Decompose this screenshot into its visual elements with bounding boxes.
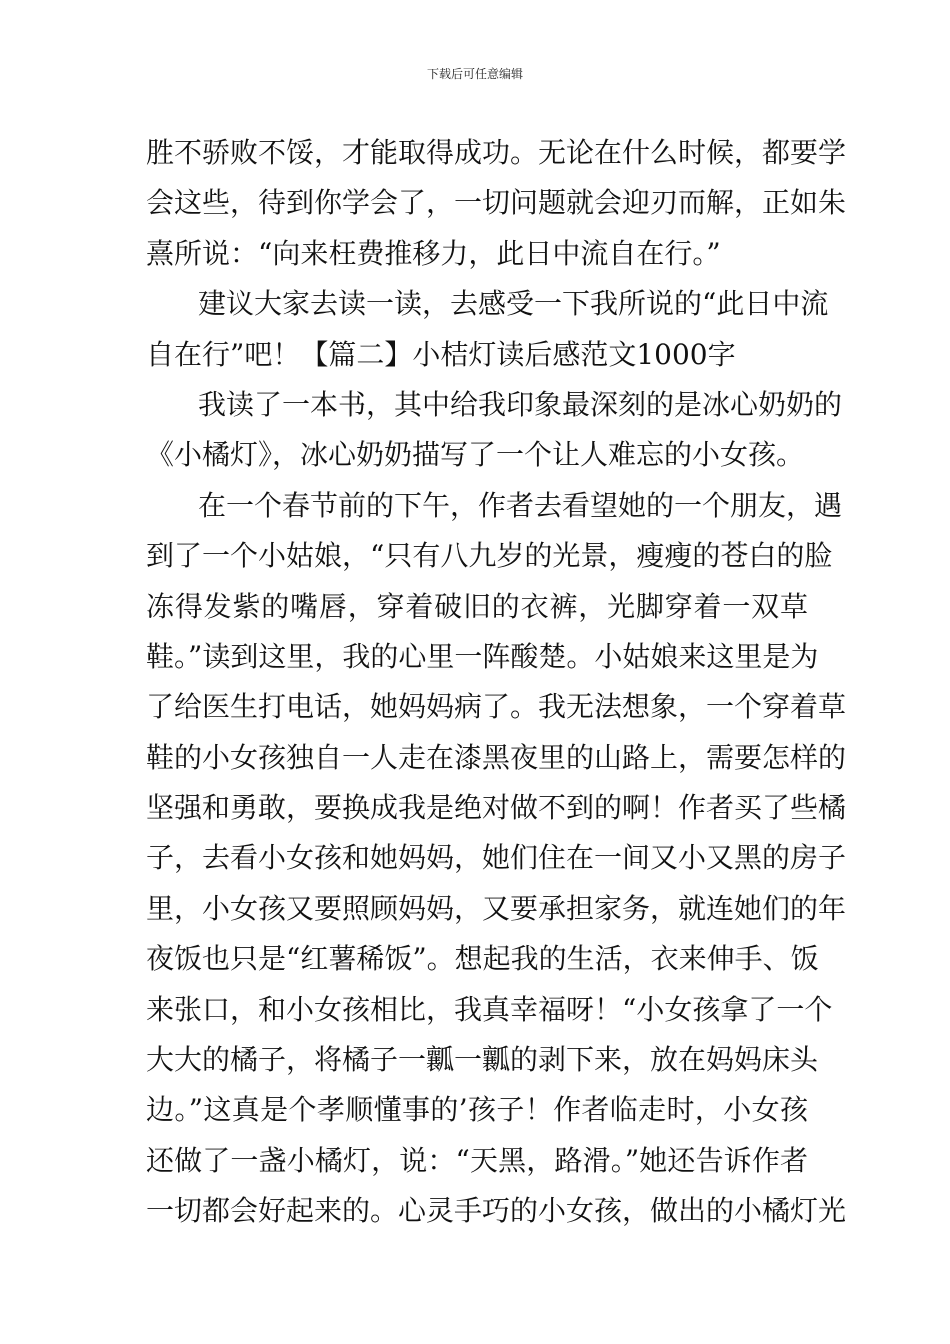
text-line: 夜饭也只是“红薯稀饭”。想起我的生活，衣来伸手、饭 <box>146 942 819 976</box>
text-line: 我读了一本书，其中给我印象最深刻的是冰心奶奶的 <box>198 387 843 421</box>
text-line: 会这些，待到你学会了，一切问题就会迎刃而解，正如朱 <box>146 186 847 220</box>
text-line: 到了一个小姑娘，“只有八九岁的光景，瘦瘦的苍白的脸 <box>146 539 833 573</box>
text-line: 坚强和勇敢，要换成我是绝对做不到的啊！作者买了些橘 <box>146 791 847 825</box>
text-line: 胜不骄败不馁，才能取得成功。无论在什么时候，都要学 <box>146 136 847 169</box>
text-line: 建议大家去读一读，去感受一下我所说的“此日中流 <box>198 287 829 321</box>
text-line: 冻得发紫的嘴唇，穿着破旧的衣裤，光脚穿着一双草 <box>146 589 808 623</box>
text-line: 在一个春节前的下午，作者去看望她的一个朋友，遇 <box>198 488 843 522</box>
text-line: 鞋的小女孩独自一人走在漆黑夜里的山路上，需要怎样的 <box>146 740 847 774</box>
text-line: 《小橘灯》，冰心奶奶描写了一个让人难忘的小女孩。 <box>146 438 805 472</box>
text-line: 了给医生打电话，她妈妈病了。我无法想象，一个穿着草 <box>146 690 847 724</box>
text-line: 来张口，和小女孩相比，我真幸福呀！“小女孩拿了一个 <box>146 992 833 1026</box>
text-line: 熹所说：“向来枉费推移力，此日中流自在行。” <box>146 236 721 270</box>
page-header: 下载后可任意编辑 <box>426 67 523 81</box>
document-body <box>146 128 847 1237</box>
text-line: 自在行”吧！【篇二】小桔灯读后感范文1000字 <box>146 337 736 371</box>
text-line: 边。”这真是个孝顺懂事的’孩子！作者临走时，小女孩 <box>146 1093 808 1127</box>
text-line: 子，去看小女孩和她妈妈，她们住在一间又小又黑的房子 <box>146 841 847 875</box>
text-line: 大大的橘子，将橘子一瓤一瓤的剥下来，放在妈妈床头 <box>146 1043 819 1077</box>
text-line: 鞋。”读到这里，我的心里一阵酸楚。小姑娘来这里是为 <box>146 639 819 673</box>
text-line: 里，小女孩又要照顾妈妈，又要承担家务，就连她们的年 <box>146 891 847 925</box>
text-line: 还做了一盏小橘灯，说：“天黑，路滑。”她还告诉作者 <box>146 1143 808 1177</box>
text-line: 一切都会好起来的。心灵手巧的小女孩，做出的小橘灯光 <box>146 1194 847 1228</box>
